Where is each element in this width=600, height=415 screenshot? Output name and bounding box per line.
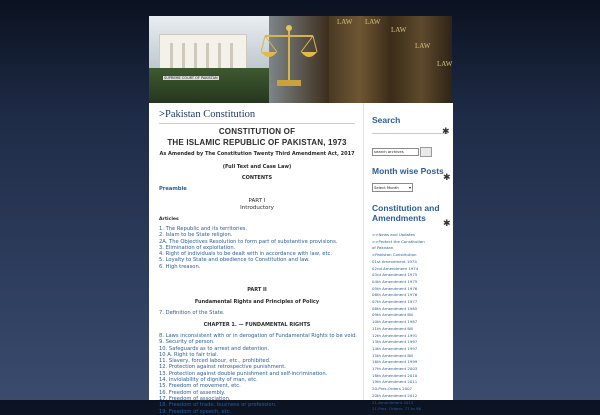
article-link[interactable]: 14. Inviolability of dignity of man, etc.	[159, 377, 258, 384]
chevron-down-icon: ▾	[408, 185, 411, 190]
post-title[interactable]	[159, 109, 255, 120]
category-link[interactable]: 19th Amendment 2011	[372, 379, 418, 385]
category-link[interactable]: 01st Amendment 1974	[372, 258, 417, 264]
article-link[interactable]: 10. Safeguards as to arrest and detention.	[159, 345, 270, 352]
part2-article-list	[159, 310, 355, 316]
header-banner[interactable]	[149, 16, 452, 103]
book-label: LAW	[391, 26, 407, 34]
article-link[interactable]: 2A. The Objectives Resolution to form part of substantive provisions.	[159, 238, 338, 245]
book-label: LAW	[337, 18, 353, 26]
article-link[interactable]: 5. Loyalty to State and obedience to Constitution and law.	[159, 257, 310, 264]
full-text-note: (Full Text and Case Law)	[222, 164, 292, 170]
month-select-value: Select Month	[374, 185, 399, 190]
chapter1-heading: CHAPTER 1. — FUNDAMENTAL RIGHTS	[203, 322, 311, 328]
category-link[interactable]: 06th Amendment 1976	[372, 292, 418, 298]
category-widget-title-line2: Amendments	[372, 213, 426, 223]
page-container	[149, 16, 453, 415]
contents-heading: CONTENTS	[241, 175, 273, 181]
category-link[interactable]: 12th Amendment 1991	[372, 332, 418, 338]
category-list	[372, 232, 452, 413]
book-label: LAW	[415, 42, 431, 50]
category-link[interactable]: 09th Amendment Bill	[372, 312, 414, 318]
article-link[interactable]: 12. Protection against retrospective punishment.	[159, 364, 286, 371]
month-select[interactable]	[372, 183, 413, 192]
part1-title: PART I	[248, 198, 266, 204]
category-link[interactable]: 17th Amendment 2003	[372, 366, 418, 372]
article-link[interactable]: 2. Islam to be State religion.	[159, 232, 233, 239]
category-link[interactable]: of Pakistan	[372, 245, 394, 251]
category-link[interactable]: 18th Amendment 2010	[372, 372, 418, 378]
category-link[interactable]: 13th Amendment 1997	[372, 339, 418, 345]
category-link[interactable]: 05th Amendment 1976	[372, 285, 418, 291]
ornament-star-icon: ✱	[443, 219, 451, 229]
chapter1-article-list	[159, 333, 355, 415]
law-books-image	[329, 16, 452, 103]
category-link[interactable]: >>Protect the Constitution	[372, 238, 425, 244]
search-button[interactable]	[420, 147, 432, 157]
main-content	[149, 103, 361, 415]
heading-constitution-of: CONSTITUTION OF	[218, 127, 296, 136]
article-link[interactable]: 17. Freedom of association.	[159, 395, 231, 402]
heading-republic: THE ISLAMIC REPUBLIC OF PAKISTAN, 1973	[167, 138, 347, 147]
preamble-link[interactable]: Preamble	[159, 186, 187, 192]
part1-subtitle: Introductory	[240, 205, 274, 211]
category-link[interactable]: 15th Amendment Bill	[372, 352, 414, 358]
article-link[interactable]: 3. Elimination of exploitation.	[159, 244, 236, 251]
post-title-text[interactable]: Pakistan Constitution	[164, 109, 256, 120]
article-link[interactable]: 15. Freedom of movement, etc.	[159, 383, 241, 390]
scales-of-justice-icon	[259, 22, 319, 92]
category-widget-title-line1: Constitution and	[372, 203, 440, 213]
category-link[interactable]: 03rd Amendment 1975	[372, 272, 418, 278]
category-link[interactable]: 10th Amendment 1987	[372, 319, 418, 325]
category-link[interactable]: 08th Amendment 1985	[372, 305, 418, 311]
category-link[interactable]: 16th Amendment 1999	[372, 359, 418, 365]
sidebar	[363, 103, 453, 412]
category-link[interactable]: 02nd Amendment 1974	[372, 265, 419, 271]
ornament-star-icon: ✱	[443, 173, 451, 183]
month-widget-title: Month wise Posts	[372, 166, 444, 176]
post-title-prefix: >	[159, 109, 165, 120]
part2-subtitle: Fundamental Rights and Principles of Policy	[194, 299, 320, 305]
article-link[interactable]: 13. Protection against double punishment and self-incrimination.	[159, 370, 328, 377]
title-divider	[159, 123, 355, 124]
court-sign: SUPREME COURT OF PAKISTAN	[164, 76, 218, 80]
ornament-star-icon: ✱	[442, 127, 450, 137]
article-link[interactable]: 18. Freedom of trade, business or profession.	[159, 402, 277, 409]
article-link[interactable]: 16. Freedom of assembly.	[159, 389, 226, 396]
article-link[interactable]: 11. Slavery, forced labour, etc., prohibited.	[159, 358, 271, 365]
category-link[interactable]: 20th Amendment 2012	[372, 392, 418, 398]
search-input[interactable]: search archives	[372, 148, 419, 156]
article-link[interactable]: 6. High treason.	[159, 263, 201, 270]
part1-article-list	[159, 226, 355, 270]
book-label: LAW	[365, 18, 381, 26]
part2-title: PART II	[247, 287, 267, 293]
article-link[interactable]: 1. The Republic and its territories.	[159, 226, 248, 232]
category-link[interactable]: 14th Amendment 1997	[372, 345, 418, 351]
banner-trees	[149, 68, 269, 103]
category-link[interactable]: >>News and Updates	[372, 232, 415, 237]
search-widget-divider	[372, 133, 448, 134]
article-link[interactable]: 8. Laws inconsistent with or in derogation of Fundamental Rights to be void.	[159, 333, 357, 339]
category-link[interactable]: 07th Amendment 1977	[372, 299, 418, 305]
search-widget-title: Search	[372, 115, 401, 125]
article-link[interactable]: 19. Freedom of speech, etc.	[159, 408, 232, 415]
articles-label: Articles	[159, 217, 179, 222]
article-link[interactable]: 10 A. Right to fair trial.	[159, 351, 219, 358]
category-link[interactable]: >Pakistan Constitution	[372, 252, 417, 258]
category-link[interactable]: 21-Amendment 2015	[372, 399, 414, 405]
article-link[interactable]: 9. Security of person.	[159, 339, 215, 346]
article-link[interactable]: 7. Definition of the State.	[159, 310, 225, 316]
book-label: LAW	[437, 60, 453, 68]
article-link[interactable]: 4. Right of individuals to be dealt with in accordance with law, etc.	[159, 251, 332, 258]
category-link[interactable]: 20-Pres.Orders 2007	[372, 386, 413, 392]
amended-note: As Amended by The Constitution Twenty Third Amendment Act, 2017	[159, 151, 355, 157]
category-link[interactable]: 21-Pres. Orders: 77 to 96	[372, 406, 421, 412]
category-link[interactable]: 11th Amendment Bill	[372, 325, 414, 331]
category-link[interactable]: 04th Amendment 1975	[372, 278, 418, 284]
